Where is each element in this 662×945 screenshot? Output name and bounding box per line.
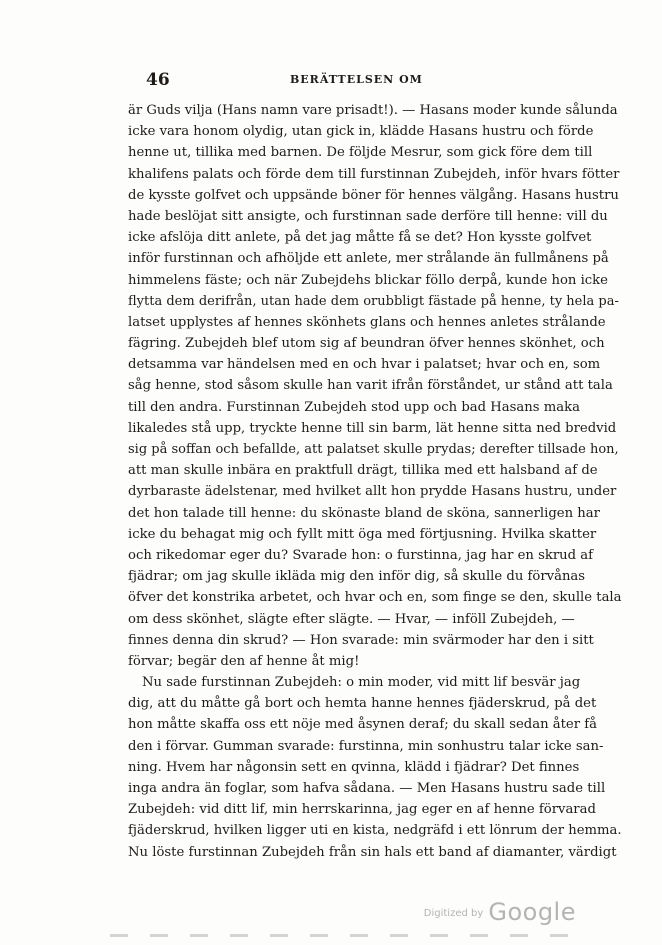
text-line: fägring. Zubejdeh blef utom sig af beundran öfver hennes skönhet, och	[128, 336, 605, 352]
text-line: flytta dem derifrån, utan hade dem orubbligt fästade på henne, ty hela pa-	[128, 293, 619, 309]
running-head: BERÄTTELSEN OM	[290, 73, 423, 86]
text-line: den i förvar. Gumman svarade: furstinna, min sonhustru talar icke san-	[128, 738, 604, 754]
text-line: khalifens palats och förde dem till furstinnan Zubejdeh, inför hvars fötter	[128, 166, 620, 182]
text-line: dyrbaraste ädelstenar, med hvilket allt hon prydde Hasans hustru, under	[128, 484, 617, 500]
text-line: Nu löste furstinnan Zubejdeh från sin hals ett band af diamanter, värdigt	[128, 844, 617, 860]
text-line: inga andra än foglar, som hafva sådana. — Men Hasans hustru sade till	[128, 781, 606, 796]
text-line: det hon talade till henne: du skönaste bland de sköna, sannerligen har	[128, 505, 600, 521]
bleed-through-smudge	[110, 934, 580, 937]
text-line: fjäderskrud, hvilken ligger uti en kista, nedgräfd i ett lönrum der hemma.	[128, 823, 622, 839]
text-line: likaledes stå upp, tryckte henne till sin barm, lät henne sitta ned bredvid	[128, 420, 617, 436]
text-line: latset upplystes af hennes skönhets glans och hennes anletes strålande	[128, 314, 606, 330]
text-line: förvar; begär den af henne åt mig!	[128, 653, 360, 669]
text-line: om dess skönhet, slägte efter slägte. — Hvar, — inföll Zubejdeh, —	[128, 611, 575, 627]
text-line: såg henne, stod såsom skulle han varit ifrån förståndet, ur stånd att tala	[128, 378, 613, 394]
text-line: hade beslöjat sitt ansigte, och furstinnan sade derföre till henne: vill du	[128, 208, 608, 224]
text-line: att man skulle inbära en praktfull drägt, tillika med ett halsband af de	[128, 463, 598, 479]
text-line: detsamma var händelsen med en och hvar i palatset; hvar och en, som	[128, 357, 601, 373]
digitized-by-label: Digitized by	[423, 908, 484, 919]
text-line: icke vara honom olydig, utan gick in, klädde Hasans hustru och förde	[128, 124, 594, 140]
text-line: henne ut, tillika med barnen. De följde Mesrur, som gick före dem till	[128, 145, 593, 161]
text-line: de kysste golfvet och uppsände böner för hennes välgång. Hasans hustru	[128, 187, 619, 203]
page-number: 46	[146, 70, 170, 90]
text-line: öfver det konstrika arbetet, och hvar och en, som finge se den, skulle tala	[128, 590, 622, 606]
text-line: ning. Hvem har någonsin sett en qvinna, klädd i fjädrar? Det finnes	[128, 759, 580, 775]
text-line: sig på soffan och befallde, att palatset skulle prydas; derefter tillsade hon,	[128, 442, 619, 457]
text-line: himmelens fäste; och när Zubejdehs blickar föllo derpå, kunde hon icke	[128, 272, 608, 288]
text-line: icke du behagat mig och fyllt mitt öga med förtjusning. Hvilka skatter	[128, 526, 597, 542]
text-line: hon måtte skaffa oss ett nöje med åsynen deraf; du skall sedan åter få	[128, 717, 597, 733]
text-line: Zubejdeh: vid ditt lif, min herrskarinna, jag eger en af henne förvarad	[128, 802, 596, 818]
text-line: finnes denna din skrud? — Hon svarade: min svärmoder har den i sitt	[128, 632, 594, 648]
google-watermark	[424, 898, 576, 926]
text-line: dig, att du måtte gå bort och hemta hanne hennes fjäderskrud, på det	[128, 696, 597, 712]
text-line: är Guds vilja (Hans namn vare prisadt!). — Hasans moder kunde sålunda	[128, 103, 618, 118]
text-line: inför furstinnan och afhöljde ett anlete, mer strålande än fullmånens på	[128, 251, 609, 267]
page-header	[0, 70, 662, 94]
text-line-paragraph-start: Nu sade furstinnan Zubejdeh: o min moder, vid mitt lif besvär jag	[142, 675, 581, 691]
google-logo: Google	[488, 898, 576, 926]
text-line: fjädrar; om jag skulle ikläda mig den inför dig, så skulle du förvånas	[128, 569, 586, 585]
body-text	[128, 100, 624, 863]
text-line: till den andra. Furstinnan Zubejdeh stod upp och bad Hasans maka	[128, 399, 580, 415]
text-line: och rikedomar eger du? Svarade hon: o furstinna, jag har en skrud af	[128, 547, 594, 563]
text-line: icke afslöja ditt anlete, på det jag måtte få se det? Hon kysste golfvet	[128, 230, 592, 246]
